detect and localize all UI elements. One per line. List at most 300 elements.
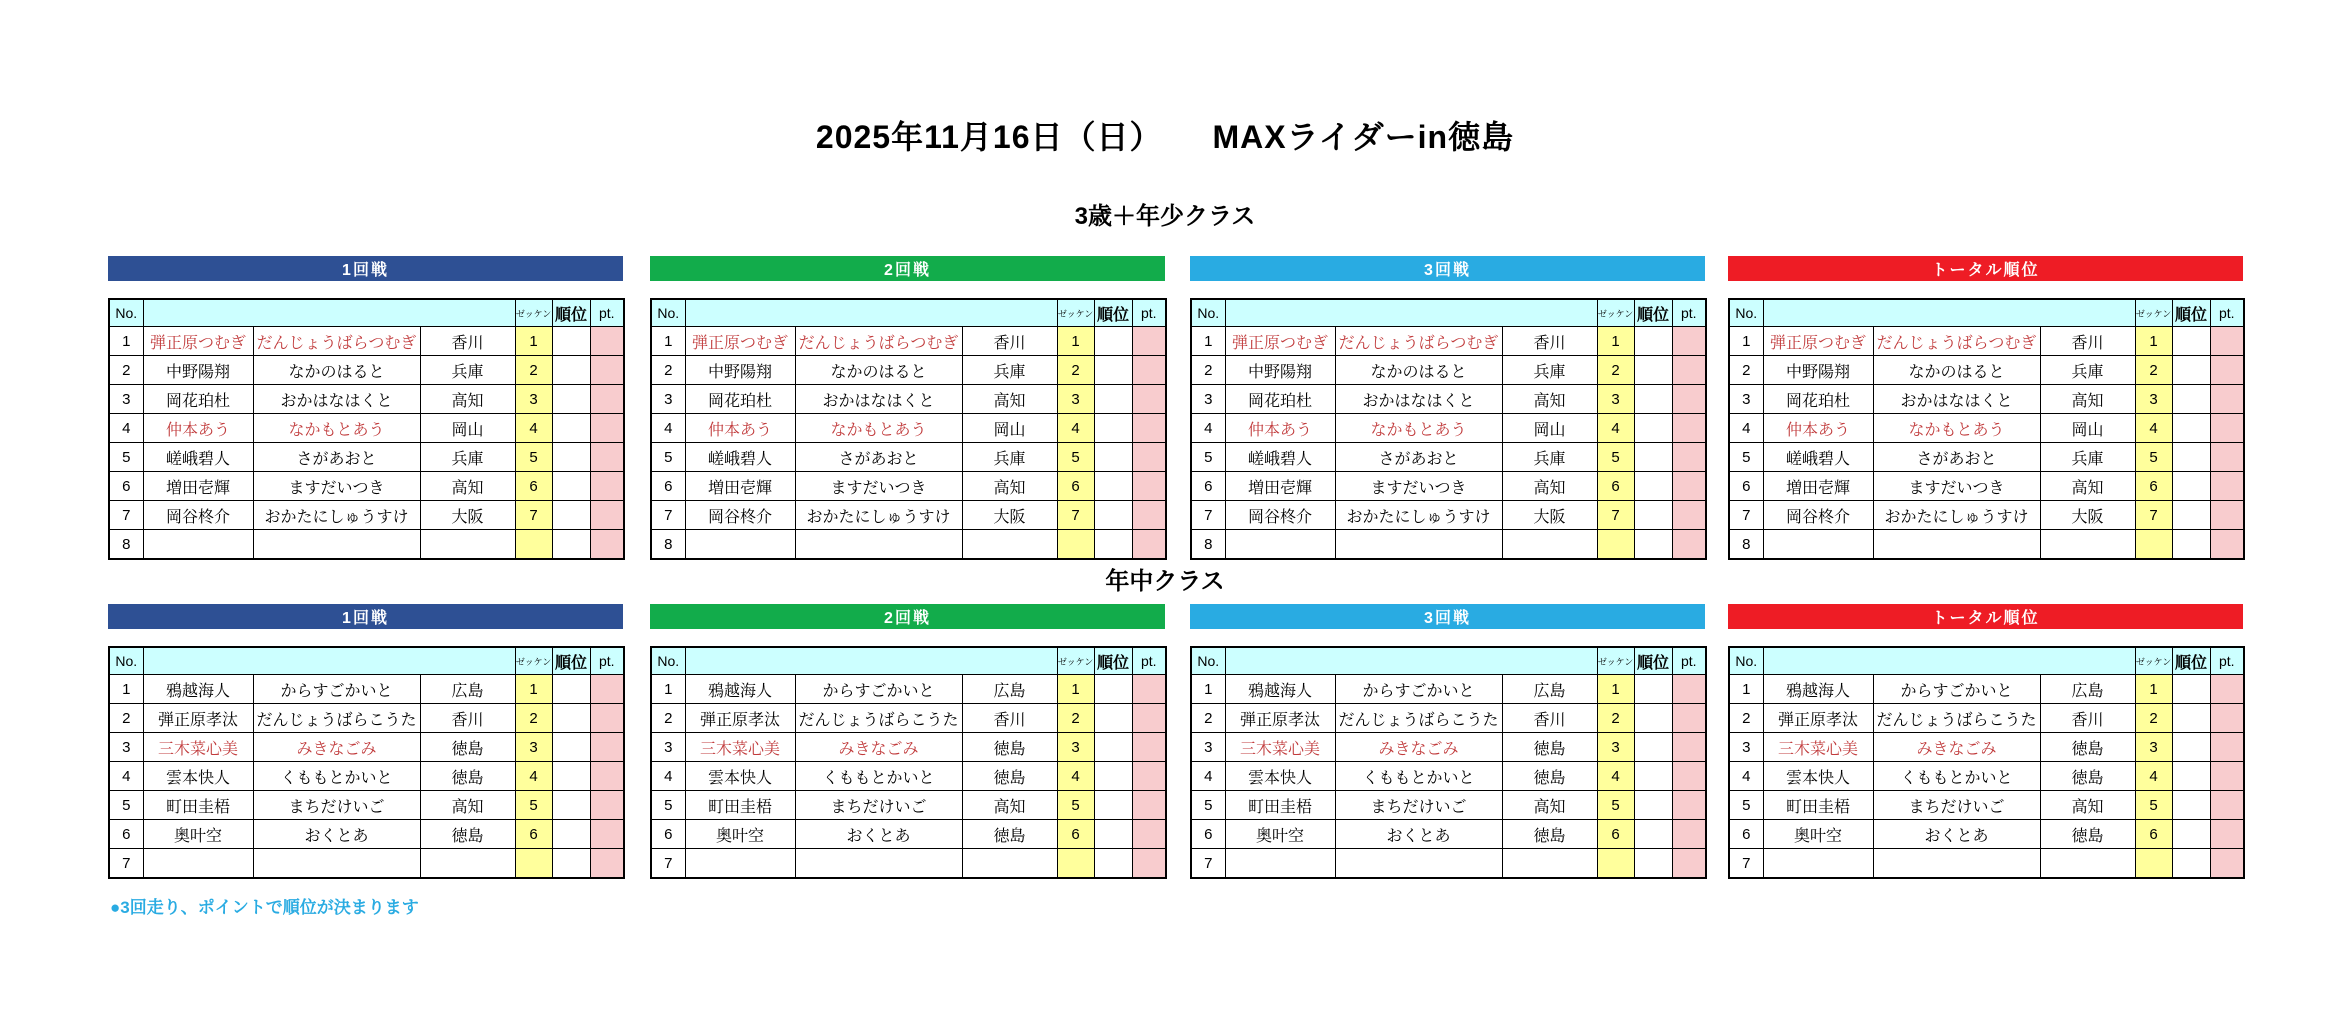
name-cell: 弾正原孝汰 [1225,704,1335,733]
kana-cell: からすごかいと [795,675,962,704]
name-cell: 雲本快人 [1225,762,1335,791]
kana-cell [1335,849,1502,879]
zekken-cell: 1 [515,675,552,704]
name-cell [1225,849,1335,879]
round-table-group [1728,256,2243,560]
name-cell: 岡花珀杜 [1225,385,1335,414]
zekken-cell [2135,530,2172,560]
pt-cell [1672,704,1706,733]
table-row [1729,849,2244,879]
pt-cell [590,820,624,849]
name-cell: 弾正原孝汰 [143,704,253,733]
kana-cell: だんじょうばらつむぎ [795,327,962,356]
table-row [109,704,624,733]
name-cell [685,849,795,879]
pt-cell [1672,356,1706,385]
rank-cell [2172,820,2210,849]
name-cell: 岡谷柊介 [1763,501,1873,530]
name-cell: 雲本快人 [143,762,253,791]
name-cell [143,530,253,560]
zekken-cell [1597,849,1634,879]
pt-cell [1672,385,1706,414]
rank-cell [552,849,590,879]
rank-cell [1094,356,1132,385]
pt-cell [590,414,624,443]
col-zekken-header: ゼッケン [1597,299,1634,327]
kana-cell: だんじょうばらつむぎ [1873,327,2040,356]
zekken-cell: 6 [515,472,552,501]
no-cell: 2 [1729,704,1763,733]
pt-cell [1672,791,1706,820]
pref-cell: 高知 [420,385,515,414]
pref-cell: 徳島 [1502,762,1597,791]
pref-cell: 岡山 [962,414,1057,443]
col-name-header [1225,647,1597,675]
table-row [109,849,624,879]
pt-cell [590,443,624,472]
no-cell: 1 [1729,327,1763,356]
rank-cell [552,356,590,385]
table-row [1191,501,1706,530]
name-cell: 岡花珀杜 [685,385,795,414]
kana-cell: くももとかいと [1335,762,1502,791]
col-name-header [685,299,1057,327]
no-cell: 6 [1729,472,1763,501]
kana-cell: まちだけいご [1873,791,2040,820]
rank-cell [1634,414,1672,443]
kana-cell: からすごかいと [1335,675,1502,704]
kana-cell: おくとあ [1335,820,1502,849]
no-cell: 7 [1191,501,1225,530]
table-row [1729,675,2244,704]
kana-cell: ますだいつき [795,472,962,501]
name-cell: 町田圭梧 [1763,791,1873,820]
rank-cell [2172,414,2210,443]
name-cell: 三木菜心美 [1763,733,1873,762]
no-cell: 2 [1191,704,1225,733]
no-cell: 6 [109,472,143,501]
kana-cell: さがあおと [253,443,420,472]
rank-cell [2172,791,2210,820]
rank-cell [2172,849,2210,879]
table-row [651,472,1166,501]
no-cell: 7 [651,501,685,530]
round-table-group [650,604,1165,879]
zekken-cell: 7 [1057,501,1094,530]
rank-cell [2172,762,2210,791]
kana-cell [1335,530,1502,560]
table-row [109,675,624,704]
no-cell: 4 [651,762,685,791]
table-row [1729,443,2244,472]
table-row [651,762,1166,791]
no-cell: 1 [109,675,143,704]
pref-cell [962,530,1057,560]
name-cell: 奥叶空 [685,820,795,849]
kana-cell: だんじょうばらこうた [1335,704,1502,733]
pt-cell [2210,356,2244,385]
pref-cell: 徳島 [962,820,1057,849]
name-cell: 奥叶空 [143,820,253,849]
name-cell [1763,530,1873,560]
pref-cell: 兵庫 [962,443,1057,472]
rank-cell [1634,327,1672,356]
table-row [651,820,1166,849]
table-row [1729,791,2244,820]
rank-cell [552,501,590,530]
rank-cell [1634,762,1672,791]
pref-cell: 大阪 [1502,501,1597,530]
no-cell: 8 [109,530,143,560]
no-cell: 2 [651,356,685,385]
header-row [1729,299,2244,327]
no-cell: 5 [651,791,685,820]
table-row [109,414,624,443]
no-cell: 5 [1191,443,1225,472]
pref-cell: 高知 [1502,385,1597,414]
name-cell: 岡花珀杜 [1763,385,1873,414]
table-row [109,327,624,356]
no-cell: 5 [109,443,143,472]
no-cell: 3 [651,733,685,762]
rank-cell [2172,675,2210,704]
name-cell: 弾正原つむぎ [143,327,253,356]
no-cell: 6 [1729,820,1763,849]
name-cell: 鴉越海人 [685,675,795,704]
pt-cell [1132,501,1166,530]
table-row [1729,762,2244,791]
col-no-header: No. [109,299,143,327]
rank-cell [2172,733,2210,762]
round-table-group [108,256,623,560]
no-cell: 6 [1191,472,1225,501]
name-cell [143,849,253,879]
table-row [109,385,624,414]
zekken-cell: 1 [1597,675,1634,704]
table-row [1729,385,2244,414]
zekken-cell: 3 [515,385,552,414]
col-zekken-header: ゼッケン [2135,299,2172,327]
table-row [109,733,624,762]
table-row [651,443,1166,472]
zekken-cell: 5 [1057,791,1094,820]
class-heading-1: 3歳＋年少クラス [1074,203,1256,230]
name-cell: 増田壱輝 [143,472,253,501]
name-cell: 町田圭梧 [1225,791,1335,820]
round-table-group [108,604,623,879]
name-cell: 奥叶空 [1225,820,1335,849]
table-row [1729,472,2244,501]
kana-cell: なかのはると [253,356,420,385]
kana-cell: おくとあ [253,820,420,849]
name-cell: 岡谷柊介 [685,501,795,530]
zekken-cell: 2 [2135,356,2172,385]
zekken-cell [1057,849,1094,879]
zekken-cell: 6 [2135,820,2172,849]
col-zekken-header: ゼッケン [1057,299,1094,327]
col-pt-header: pt. [590,647,624,675]
zekken-cell: 3 [1597,385,1634,414]
pref-cell: 岡山 [420,414,515,443]
kana-cell: なかもとあう [253,414,420,443]
results-table [1190,298,1707,560]
pref-cell: 徳島 [1502,733,1597,762]
class-heading-2: 年中クラス [1105,568,1225,595]
zekken-cell: 5 [2135,791,2172,820]
table-row [1191,820,1706,849]
rank-cell [1634,704,1672,733]
table-row [1729,704,2244,733]
pt-cell [1672,501,1706,530]
name-cell: 三木菜心美 [685,733,795,762]
no-cell: 4 [109,762,143,791]
pref-cell: 兵庫 [2040,443,2135,472]
table-row [651,849,1166,879]
pt-cell [2210,414,2244,443]
name-cell: 中野陽翔 [685,356,795,385]
zekken-cell: 4 [1057,762,1094,791]
pref-cell: 香川 [962,327,1057,356]
zekken-cell: 2 [1597,356,1634,385]
pref-cell [1502,849,1597,879]
pref-cell: 香川 [2040,704,2135,733]
col-pt-header: pt. [2210,647,2244,675]
name-cell: 鴉越海人 [1225,675,1335,704]
pt-cell [1672,414,1706,443]
col-zekken-header: ゼッケン [515,647,552,675]
pt-cell [1672,530,1706,560]
kana-cell: なかのはると [1335,356,1502,385]
rank-cell [1634,675,1672,704]
col-zekken-header: ゼッケン [515,299,552,327]
results-table [650,298,1167,560]
pt-cell [1132,385,1166,414]
table-row [1191,443,1706,472]
table-row [1729,327,2244,356]
pt-cell [1132,472,1166,501]
kana-cell: みきなごみ [1335,733,1502,762]
no-cell: 7 [1191,849,1225,879]
rank-cell [552,530,590,560]
no-cell: 1 [651,675,685,704]
name-cell: 弾正原孝汰 [1763,704,1873,733]
kana-cell: ますだいつき [1873,472,2040,501]
zekken-cell: 1 [2135,327,2172,356]
no-cell: 4 [1191,414,1225,443]
no-cell: 2 [1191,356,1225,385]
table-row [651,356,1166,385]
zekken-cell: 3 [515,733,552,762]
rank-cell [552,385,590,414]
table-row [1191,791,1706,820]
no-cell: 3 [109,733,143,762]
rank-cell [2172,530,2210,560]
round-table-group [1728,604,2243,879]
kana-cell [253,530,420,560]
pt-cell [2210,849,2244,879]
no-cell: 5 [1729,791,1763,820]
zekken-cell: 5 [2135,443,2172,472]
rank-cell [1094,820,1132,849]
rank-cell [552,791,590,820]
table-row [651,733,1166,762]
pref-cell: 徳島 [2040,733,2135,762]
table-row [109,530,624,560]
col-rank-header: 順位 [1634,299,1672,327]
no-cell: 6 [1191,820,1225,849]
kana-cell: ますだいつき [1335,472,1502,501]
no-cell: 2 [1729,356,1763,385]
no-cell: 4 [651,414,685,443]
no-cell: 2 [109,356,143,385]
pt-cell [2210,675,2244,704]
no-cell: 7 [109,849,143,879]
header-row [651,299,1166,327]
kana-cell [1873,849,2040,879]
header-row [1191,299,1706,327]
kana-cell: ますだいつき [253,472,420,501]
zekken-cell: 3 [1057,385,1094,414]
pref-cell: 高知 [2040,385,2135,414]
kana-cell: おかたにしゅうすけ [1873,501,2040,530]
rank-cell [552,675,590,704]
pt-cell [1132,327,1166,356]
table-row [109,356,624,385]
pt-cell [590,356,624,385]
name-cell: 三木菜心美 [143,733,253,762]
name-cell: 町田圭梧 [685,791,795,820]
rank-cell [1094,762,1132,791]
table-row [1191,385,1706,414]
no-cell: 5 [651,443,685,472]
kana-cell: だんじょうばらつむぎ [253,327,420,356]
header-row [109,299,624,327]
rank-cell [1634,820,1672,849]
kana-cell: さがあおと [795,443,962,472]
rank-cell [1094,791,1132,820]
rank-cell [552,443,590,472]
pt-cell [2210,530,2244,560]
zekken-cell: 7 [2135,501,2172,530]
rank-cell [552,820,590,849]
header-row [109,647,624,675]
name-cell: 増田壱輝 [1225,472,1335,501]
kana-cell: なかのはると [1873,356,2040,385]
rank-cell [2172,385,2210,414]
table-row [1191,414,1706,443]
results-table [108,298,625,560]
no-cell: 7 [1729,849,1763,879]
pt-cell [1132,530,1166,560]
no-cell: 7 [651,849,685,879]
no-cell: 2 [651,704,685,733]
table-row [1191,472,1706,501]
pref-cell: 大阪 [420,501,515,530]
kana-cell: おくとあ [795,820,962,849]
no-cell: 4 [1729,414,1763,443]
pref-cell: 兵庫 [420,356,515,385]
table-row [1191,675,1706,704]
rank-cell [1094,733,1132,762]
rank-cell [1094,530,1132,560]
kana-cell: だんじょうばらこうた [1873,704,2040,733]
table-row [1191,530,1706,560]
table-row [651,530,1166,560]
pref-cell: 高知 [420,791,515,820]
name-cell: 増田壱輝 [685,472,795,501]
zekken-cell: 1 [1597,327,1634,356]
col-no-header: No. [109,647,143,675]
header-row [651,647,1166,675]
no-cell: 8 [1729,530,1763,560]
no-cell: 6 [651,472,685,501]
col-pt-header: pt. [1132,299,1166,327]
col-no-header: No. [1729,647,1763,675]
pref-cell: 香川 [962,704,1057,733]
table-row [109,443,624,472]
kana-cell: おかたにしゅうすけ [253,501,420,530]
zekken-cell [2135,849,2172,879]
pt-cell [1672,733,1706,762]
no-cell: 6 [651,820,685,849]
col-rank-header: 順位 [552,647,590,675]
table-row [1191,849,1706,879]
table-row [651,704,1166,733]
kana-cell: みきなごみ [1873,733,2040,762]
zekken-cell: 2 [1597,704,1634,733]
rank-cell [1094,414,1132,443]
footer-note: ●3回走り、ポイントで順位が決まります [110,898,419,917]
pt-cell [590,762,624,791]
name-cell: 雲本快人 [1763,762,1873,791]
pt-cell [1132,704,1166,733]
col-rank-header: 順位 [552,299,590,327]
table-row [1191,733,1706,762]
col-name-header [1763,299,2135,327]
name-cell: 弾正原つむぎ [1225,327,1335,356]
no-cell: 3 [1729,385,1763,414]
col-name-header [143,299,515,327]
table-row [109,791,624,820]
kana-cell: おかはなはくと [1873,385,2040,414]
zekken-cell: 7 [1597,501,1634,530]
pref-cell: 徳島 [2040,820,2135,849]
col-pt-header: pt. [1672,647,1706,675]
zekken-cell: 6 [515,820,552,849]
pref-cell: 徳島 [1502,820,1597,849]
pt-cell [1672,327,1706,356]
pt-cell [1672,849,1706,879]
rank-cell [1094,849,1132,879]
kana-cell: くももとかいと [253,762,420,791]
pt-cell [1132,675,1166,704]
kana-cell: くももとかいと [795,762,962,791]
pref-cell: 徳島 [420,733,515,762]
col-rank-header: 順位 [1634,647,1672,675]
col-rank-header: 順位 [1094,299,1132,327]
name-cell: 町田圭梧 [143,791,253,820]
results-table [1190,646,1707,879]
results-table [1728,298,2245,560]
zekken-cell: 6 [1057,472,1094,501]
pt-cell [2210,820,2244,849]
rank-cell [1634,385,1672,414]
rank-cell [1634,791,1672,820]
no-cell: 4 [1729,762,1763,791]
zekken-cell [1057,530,1094,560]
rank-cell [1094,385,1132,414]
zekken-cell: 4 [515,762,552,791]
